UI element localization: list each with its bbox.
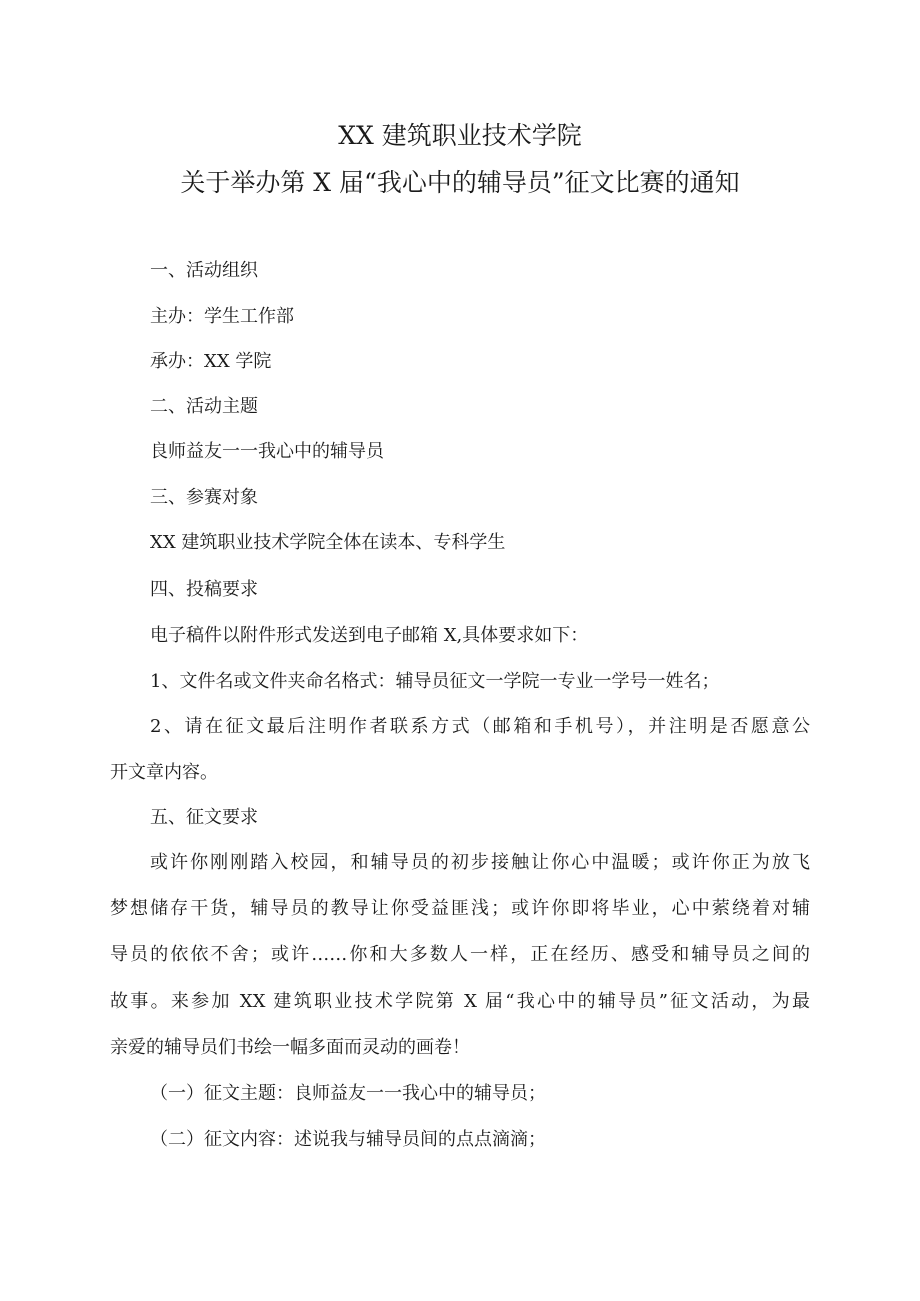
paragraph-line: 或许你刚刚踏入校园，和辅导员的初步接触让你心中温暖；或许你正为放飞 [150,852,810,873]
requirement-item-2-continued: 开文章内容。 [110,762,218,783]
co-organizer-line: 承办：XX 学院 [150,351,272,372]
organizer-line: 主办：学生工作部 [150,306,294,327]
requirement-item-1: 1、文件名或文件夹命名格式：辅导员征文一学院一专业一学号一姓名； [150,671,720,692]
essay-item-theme: （一）征文主题：良师益友一一我心中的辅导员； [150,1083,546,1104]
section-heading-essay-requirements: 五、征文要求 [150,807,258,828]
section-heading-participants: 三、参赛对象 [150,487,258,508]
participants-line: XX 建筑职业技术学院全体在读本、专科学生 [150,532,506,553]
paragraph-line: 导员的依依不舍；或许……你和大多数人一样，正在经历、感受和辅导员之间的 [110,944,810,965]
section-heading-submission: 四、投稿要求 [150,579,258,600]
section-heading-theme: 二、活动主题 [150,396,258,417]
document-title: XX 建筑职业技术学院 [338,121,582,150]
paragraph-line: 故事。来参加 XX 建筑职业技术学院第 X 届“我心中的辅导员”征文活动，为最 [110,991,810,1012]
paragraph-line: 梦想储存干货，辅导员的教导让你受益匪浅；或许你即将毕业，心中萦绕着对辅 [110,898,810,919]
theme-line: 良师益友一一我心中的辅导员 [150,441,384,462]
submission-intro: 电子稿件以附件形式发送到电子邮箱 X,具体要求如下： [150,625,589,646]
paragraph-line: 亲爱的辅导员们书绘一幅多面而灵动的画卷！ [110,1037,470,1058]
requirement-item-2: 2、请在征文最后注明作者联系方式（邮箱和手机号），并注明是否愿意公 [150,716,810,737]
document-subtitle: 关于举办第 X 届“我心中的辅导员”征文比赛的通知 [180,168,740,197]
section-heading-organization: 一、活动组织 [150,260,258,281]
essay-item-content: （二）征文内容：述说我与辅导员间的点点滴滴； [150,1129,546,1150]
